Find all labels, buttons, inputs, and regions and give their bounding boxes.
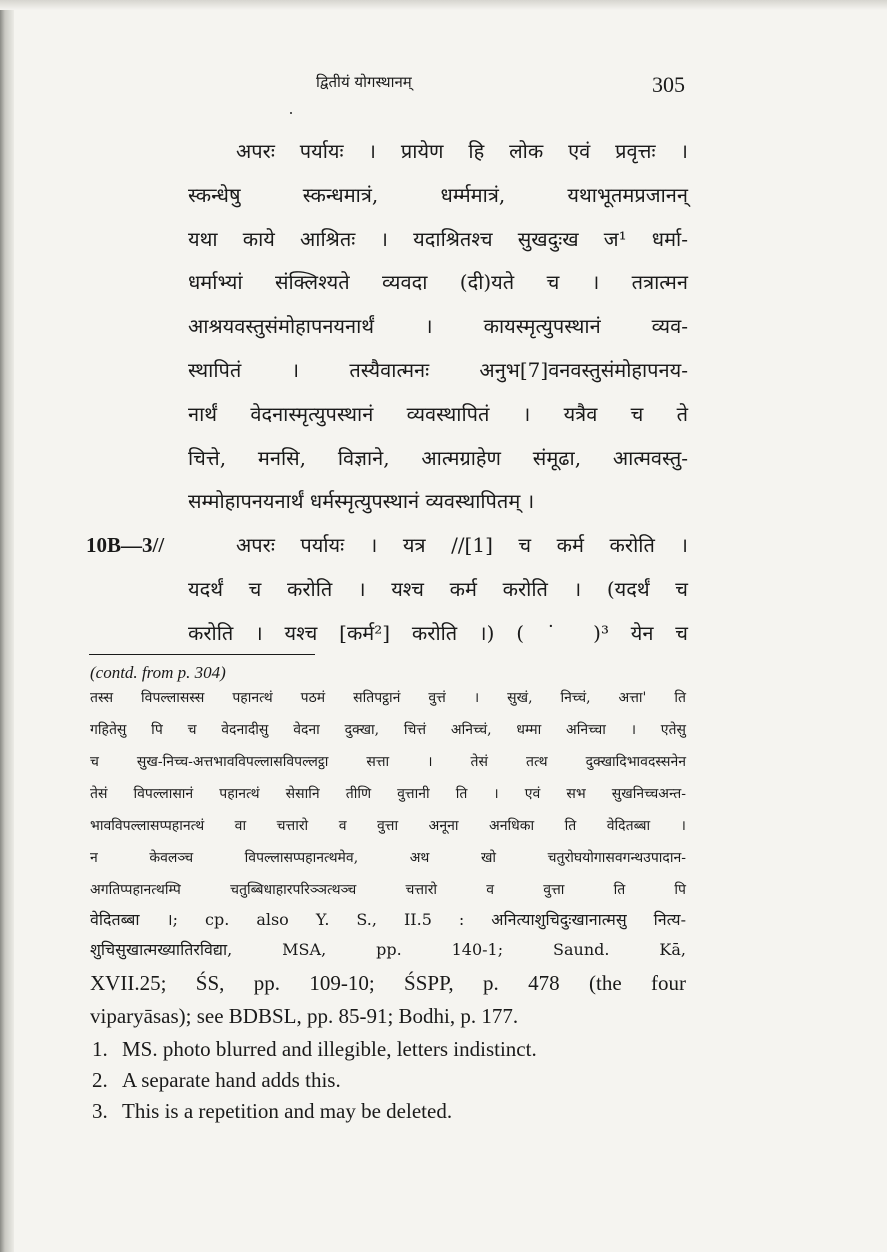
note-line: XVII.25; ŚS, pp. 109-10; ŚSPP, p. 478 (the four <box>90 971 686 995</box>
main-line: सम्मोहापनयनार्थं धर्मस्मृत्युपस्थानं व्यवस्थापितम् । <box>188 489 535 513</box>
footnote-text: MS. photo blurred and illegible, letters indistinct. <box>122 1037 537 1061</box>
main-line: अपरः पर्यायः । प्रायेण हि लोक एवं प्रवृत्तः । <box>236 139 688 163</box>
footnote-number: 1. <box>92 1037 108 1061</box>
footnote-2 <box>92 1067 341 1093</box>
note-line: च सुख-निच्च-अत्तभावविपल्लासविपल्लट्ठा सत्ता । तेसं तत्थ दुक्खादिभावदस्सनेन <box>90 754 686 770</box>
main-line: स्थापितं । तस्यैवात्मनः अनुभ[7]वनवस्तुसंमोहापनय- <box>188 358 688 382</box>
scan-top-edge <box>0 0 887 10</box>
footnote-number: 2. <box>92 1068 108 1092</box>
note-line: शुचिसुखात्मख्यातिरविद्या, MSA, pp. 140-1; Saund. Kā, <box>90 940 686 959</box>
note-line: तस्स विपल्लासस्स पहानत्थं पठमं सतिपट्ठानं वुत्तं । सुखं, निच्चं, अत्ता' ति <box>90 690 686 706</box>
main-line: नार्थं वेदनास्मृत्युपस्थानं व्यवस्थापितं । यत्रैव च ते <box>188 402 688 426</box>
main-line: धर्माभ्यां संक्लिश्यते व्यवदा (दी)यते च । तत्रात्मन <box>188 270 688 294</box>
note-line: viparyāsas); see BDBSL, pp. 85-91; Bodhi, p. 177. <box>90 1004 519 1028</box>
scan-speck <box>290 112 292 114</box>
main-line: आश्रयवस्तुसंमोहापनयनार्थं । कायस्मृत्युपस्थानं व्यव- <box>188 314 688 338</box>
footnote-number: 3. <box>92 1099 108 1123</box>
main-line: यदर्थं च करोति । यश्च कर्म करोति । (यदर्थं च <box>188 577 688 601</box>
note-line: अगतिप्पहानत्थम्पि चतुब्बिधाहारपरिञ्ञत्थञ्च चत्तारो व वुत्ता ति पि <box>90 882 686 898</box>
page-number: 305 <box>652 72 685 97</box>
main-line: चित्ते, मनसि, विज्ञाने, आत्मग्राहेण संमूढा, आत्मवस्तु- <box>188 446 688 470</box>
footnote-text: A separate hand adds this. <box>122 1068 341 1092</box>
running-head: द्वितीयं योगस्थानम् <box>316 73 412 91</box>
main-line: यथा काये आश्रितः । यदाश्रितश्च सुखदुःख ज¹ धर्मा- <box>188 227 688 251</box>
margin-reference: 10B—3// <box>86 533 165 557</box>
footnote-text: This is a repetition and may be deleted. <box>122 1099 453 1123</box>
scan-shadow-edge <box>0 0 14 1252</box>
footnote-rule <box>89 654 315 655</box>
main-line: करोति । यश्च [कर्म²] करोति ।) ( ˙ )³ येन च <box>188 621 688 645</box>
continuation-label: (contd. from p. 304) <box>90 663 226 682</box>
footnote-1 <box>92 1036 537 1062</box>
note-line: तेसं विपल्लासानं पहानत्थं सेसानि तीणि वुत्तानी ति । एवं सभ सुखनिच्चअन्त- <box>90 786 686 802</box>
note-line: गहितेसु पि च वेदनादीसु वेदना दुक्खा, चित्तं अनिच्चं, धम्मा अनिच्चा । एतेसु <box>90 722 686 738</box>
note-line: न केवलञ्च विपल्लासप्पहानत्थमेव, अथ खो चतुरोघयोगासवगन्थउपादान- <box>90 850 686 866</box>
footnote-3 <box>92 1098 452 1124</box>
note-line: वेदितब्बा ।; cp. also Y. S., II.5 : अनित्याशुचिदुःखानात्मसु नित्य- <box>90 910 686 929</box>
main-line: अपरः पर्यायः । यत्र //[1] च कर्म करोति । <box>236 533 688 557</box>
main-line: स्कन्धेषु स्कन्धमात्रं, धर्म्ममात्रं, यथाभूतमप्रजानन् <box>188 183 688 207</box>
note-line: भावविपल्लासप्पहानत्थं वा चत्तारो व वुत्ता अनूना अनधिका ति वेदितब्बा । <box>90 818 686 834</box>
